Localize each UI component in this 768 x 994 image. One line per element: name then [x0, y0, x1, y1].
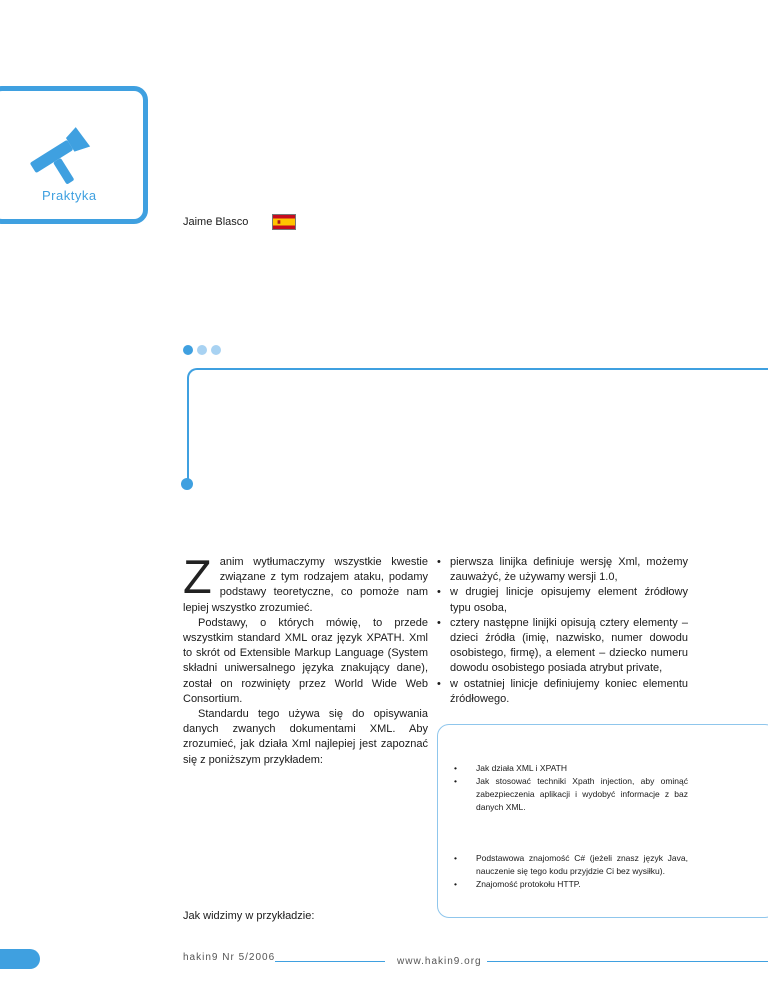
paragraph-intro: [183, 550, 428, 616]
progress-dot-active: [183, 345, 193, 355]
list-item: • Podstawowa znajomość C# (jeżeli znasz język Java, nauczenie się tego kodu przyjdzie Ci bez wysiłku).: [454, 852, 688, 878]
required-list: [454, 852, 688, 891]
list-item: • pierwsza linijka definiuje wersję Xml, możemy zauważyć, że używamy wersji 1.0,: [440, 555, 688, 585]
list-item: • cztery następne linijki opisują cztery elementy – dzieci źródła (imię, nazwisko, numer dowodu osobistego, firmę), a element – dziecko numeru dowodu osobistego posiada atrybut private,: [440, 616, 688, 677]
explanation-list: [440, 555, 688, 707]
article-body: [183, 550, 428, 768]
progress-dot: [197, 345, 207, 355]
list-item: • Jak stosować techniki Xpath injection, aby ominąć zabezpieczenia aplikacji i wydobyć informacje z baz danych XML.: [454, 775, 688, 814]
frame-end-dot: [181, 478, 193, 490]
page-tab: [0, 949, 40, 969]
paragraph-intro-text: anim wytłumaczymy wszystkie kwestie związane z tym rodzajem ataku, podamy podstawy teoretyczne, co pomoże nam lepiej wszystko zrozumieć.: [183, 556, 428, 614]
drop-cap: Z: [183, 550, 212, 603]
closing-line: Jak widzimy w przykładzie:: [183, 910, 315, 922]
footer-url: www.hakin9.org: [397, 956, 482, 967]
author-name: Jaime Blasco: [183, 216, 249, 228]
paragraph-xml: Podstawy, o których mówię, to przede wszystkim standard XML oraz język XPATH. Xml to skrót od Extensible Markup Language (System składni uniwersalnego języka znakujący dane), został on rozwinięty przez World Wide Web Consortium.: [183, 616, 428, 705]
footer-publication: hakin9 Nr 5/2006: [183, 952, 276, 963]
spain-flag-icon: [272, 214, 296, 230]
learn-list: [454, 762, 688, 814]
section-label: Praktyka: [42, 188, 97, 203]
hammer-icon: [28, 124, 98, 184]
list-item: • Znajomość protokołu HTTP.: [454, 878, 688, 891]
list-item: • Jak działa XML i XPATH: [454, 762, 688, 775]
footer-divider: [487, 961, 768, 962]
list-item: • w drugiej linicje opisujemy element źródłowy typu osoba,: [440, 585, 688, 615]
abstract-frame: [187, 368, 768, 484]
paragraph-standard: Standardu tego używa się do opisywania danych zwanych dokumentami XML. Aby zrozumieć, jak działa Xml najlepiej jest zapoznać się z poniższym przykładem:: [183, 708, 428, 766]
footer-divider: [275, 961, 385, 962]
progress-dot: [211, 345, 221, 355]
list-item: • w ostatniej linicje definiujemy koniec elementu źródłowego.: [440, 677, 688, 707]
